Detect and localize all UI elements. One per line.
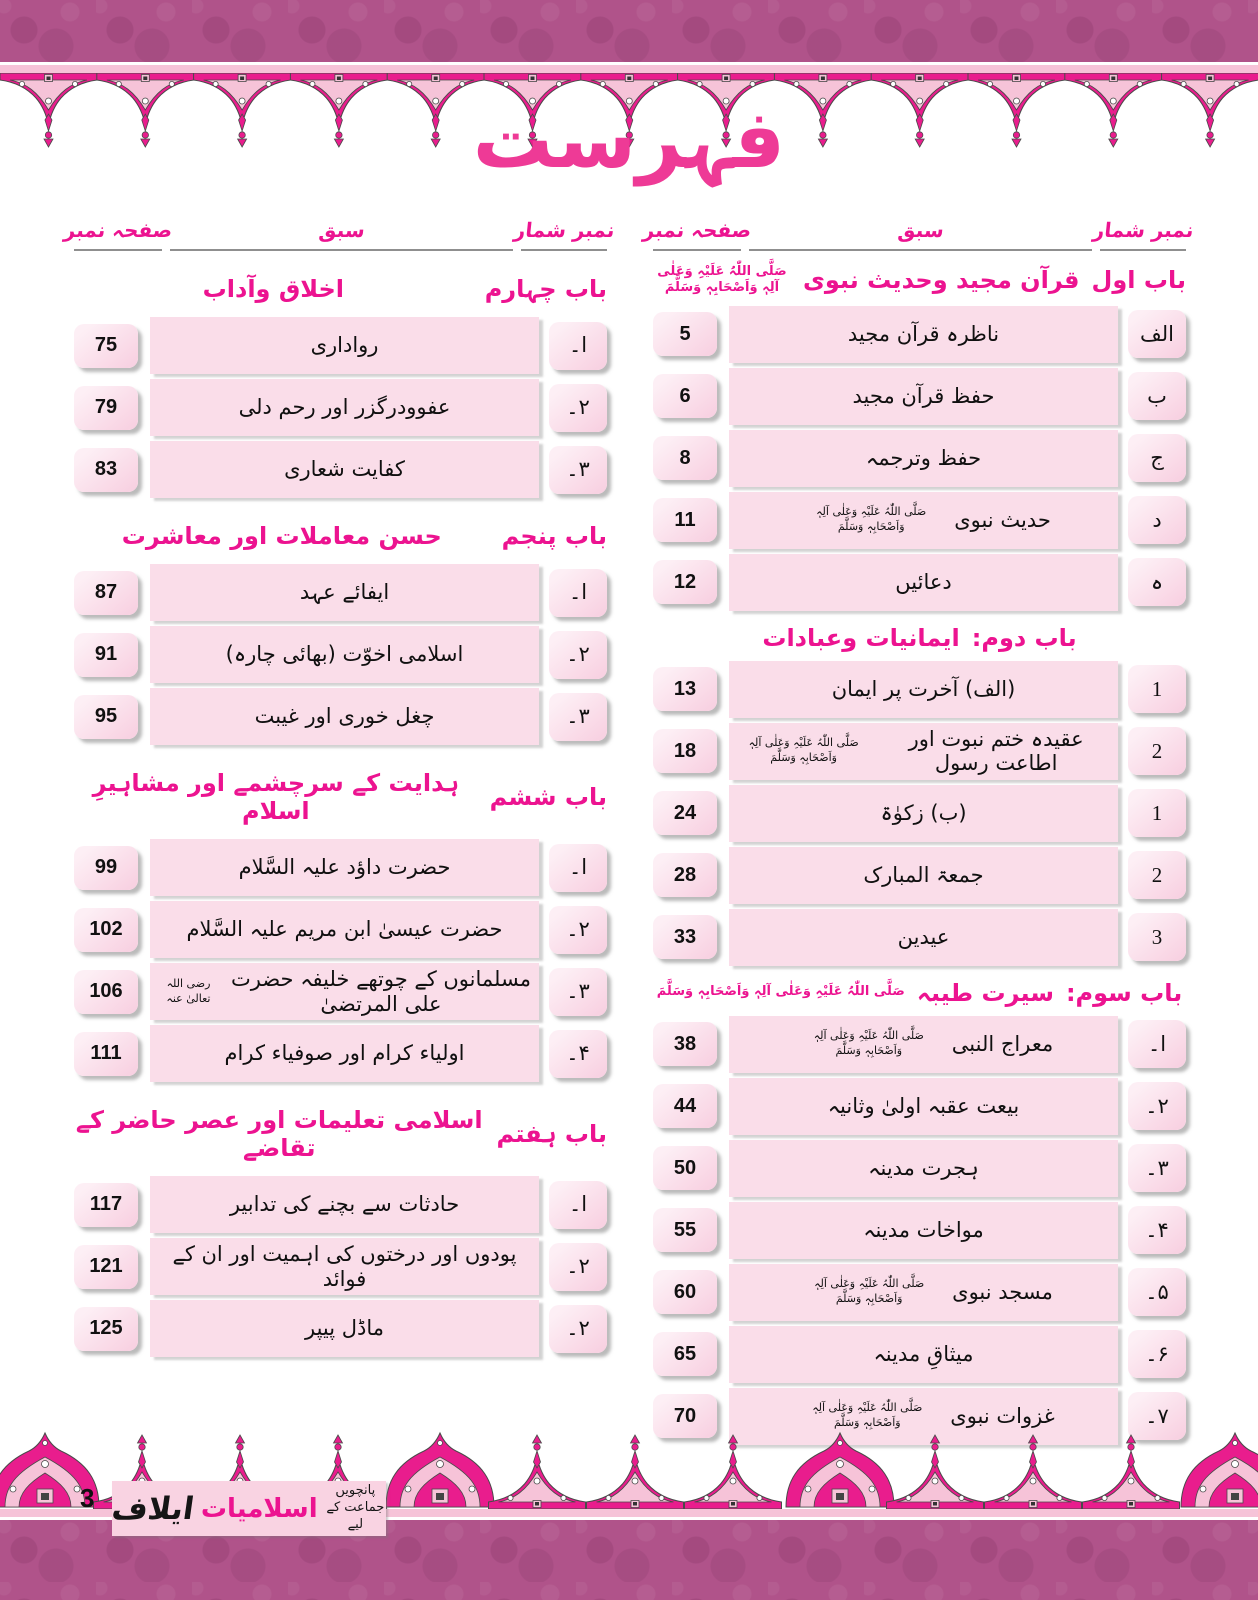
chapter-honorific: صَلَّی اللّٰہُ عَلَیْہِ وَعَلٰی آلِہٖ وَاَصْحَابِہٖ وَسَلَّمَ bbox=[656, 984, 905, 1000]
lesson-title-box bbox=[729, 785, 1118, 842]
page-number-box bbox=[74, 571, 138, 615]
serial-box bbox=[549, 569, 607, 617]
serial-box bbox=[1128, 851, 1186, 899]
header-underline bbox=[749, 249, 1092, 251]
page-number-box bbox=[653, 915, 717, 959]
toc-row bbox=[653, 1326, 1186, 1383]
chapter-number: باب پنجم bbox=[501, 522, 607, 550]
toc-rows bbox=[74, 317, 607, 498]
page-number: 87 bbox=[94, 581, 118, 603]
page-number-box bbox=[653, 1208, 717, 1252]
lesson-honorific: صَلَّی اللّٰہُ عَلَیْہِ وَعَلٰی آلِہٖ وَاَصْحَابِہٖ وَسَلَّمَ bbox=[812, 1401, 923, 1429]
serial-header: نمبر شمار bbox=[512, 218, 616, 242]
lesson-title: معراج النبی bbox=[951, 1031, 1054, 1056]
serial-label: ہ bbox=[1150, 569, 1164, 594]
serial-header: نمبر شمار bbox=[1091, 218, 1195, 242]
lesson-title-box bbox=[729, 909, 1118, 966]
lesson-title-box bbox=[729, 1078, 1118, 1135]
toc-row bbox=[74, 688, 607, 745]
lesson-title-box bbox=[150, 901, 539, 958]
lesson-title: عفوودرگزر اور رحم دلی bbox=[238, 395, 451, 420]
toc-row bbox=[653, 1140, 1186, 1197]
lesson-header: سبق bbox=[896, 218, 945, 242]
toc-row bbox=[653, 1016, 1186, 1073]
lesson-honorific: صَلَّی اللّٰہُ عَلَیْہِ وَعَلٰی آلِہٖ وَاَصْحَابِہٖ وَسَلَّمَ bbox=[816, 505, 927, 533]
page-number: 24 bbox=[673, 801, 697, 824]
page-title: فہرست bbox=[472, 93, 786, 186]
toc-row bbox=[74, 1300, 607, 1357]
lesson-title: پودوں اور درختوں کی اہمیت اور ان کے فوائد bbox=[172, 1242, 517, 1291]
page-number-box bbox=[74, 1032, 138, 1076]
serial-label: ا۔ bbox=[568, 1192, 588, 1216]
page-number-box bbox=[653, 312, 717, 356]
page-number: 65 bbox=[673, 1342, 697, 1365]
page-number: 6 bbox=[679, 384, 691, 407]
serial-box bbox=[1128, 1020, 1186, 1068]
lesson-title-box bbox=[150, 1238, 539, 1295]
page-number: 117 bbox=[89, 1193, 123, 1215]
serial-box bbox=[1128, 1144, 1186, 1192]
column-header bbox=[62, 218, 616, 251]
toc-rows bbox=[74, 564, 607, 745]
toc-row bbox=[653, 1264, 1186, 1321]
toc-rows bbox=[74, 839, 607, 1082]
page-number: 79 bbox=[94, 396, 118, 418]
serial-box bbox=[549, 446, 607, 494]
lesson-title: مواخات مدینہ bbox=[863, 1217, 984, 1242]
serial-label: ۳۔ bbox=[566, 979, 590, 1003]
page-number-box bbox=[74, 908, 138, 952]
toc-row bbox=[74, 1176, 607, 1233]
lesson-title-box bbox=[729, 847, 1118, 904]
serial-label: ۲۔ bbox=[566, 395, 590, 419]
page-number-box bbox=[74, 633, 138, 677]
chapter-section-4 bbox=[74, 275, 607, 498]
chapter-heading bbox=[653, 264, 1186, 297]
lesson-title-box bbox=[729, 554, 1118, 611]
page-number: 44 bbox=[673, 1094, 697, 1117]
serial-box bbox=[1128, 727, 1186, 775]
lesson-title: حضرت عیسیٰ ابن مریم علیہ السَّلام bbox=[186, 917, 503, 942]
chapter-heading bbox=[653, 624, 1186, 652]
lesson-title: حادثات سے بچنے کی تدابیر bbox=[229, 1192, 460, 1217]
serial-box bbox=[1128, 1206, 1186, 1254]
lesson-title: جمعۃ المبارک bbox=[863, 862, 984, 887]
serial-label: ۳۔ bbox=[566, 457, 590, 481]
toc-rows bbox=[653, 1016, 1186, 1445]
toc-column-left bbox=[62, 218, 616, 1450]
serial-label: ۴۔ bbox=[1145, 1217, 1169, 1242]
page-number-box bbox=[653, 1270, 717, 1314]
header-underline bbox=[170, 249, 513, 251]
chapter-title: ایمانیات وعبادات bbox=[762, 623, 960, 652]
serial-label: ا۔ bbox=[1147, 1031, 1167, 1056]
serial-label: ۵۔ bbox=[1145, 1279, 1169, 1304]
lesson-title-box bbox=[729, 661, 1118, 718]
chapter-heading bbox=[74, 1106, 607, 1162]
serial-box bbox=[1128, 434, 1186, 482]
page-number: 38 bbox=[673, 1032, 697, 1055]
toc-row bbox=[653, 1078, 1186, 1135]
lesson-title-box bbox=[729, 1140, 1118, 1197]
lesson-honorific: صَلَّی اللّٰہُ عَلَیْہِ وَعَلٰی آلِہٖ وَاَصْحَابِہٖ وَسَلَّمَ bbox=[748, 736, 859, 764]
top-pink-strip bbox=[0, 65, 1258, 73]
serial-label: الف bbox=[1140, 321, 1174, 346]
serial-label: ۲۔ bbox=[566, 642, 590, 666]
lesson-title-box bbox=[150, 1300, 539, 1357]
chapter-title: اخلاق وآداب bbox=[202, 275, 345, 303]
lesson-title-box bbox=[150, 626, 539, 683]
lesson-title-box bbox=[729, 430, 1118, 487]
page-number-box bbox=[74, 1183, 138, 1227]
chapter-section-2 bbox=[653, 624, 1186, 966]
lesson-title-box bbox=[150, 379, 539, 436]
lesson-title: (الف) آخرت پر ایمان bbox=[831, 676, 1016, 701]
chapter-number: باب دوم: bbox=[971, 623, 1077, 652]
page-number-box bbox=[74, 970, 138, 1014]
serial-label: 1 bbox=[1151, 800, 1163, 825]
lesson-title: ماڈل پیپر bbox=[304, 1316, 385, 1341]
chapter-honorific: صَلَّی اللّٰہُ عَلَیْہِ وَعَلٰی آلِہٖ وَاَصْحَابِہٖ وَسَلَّمَ bbox=[657, 264, 787, 296]
serial-box bbox=[1128, 913, 1186, 961]
chapter-section-1 bbox=[653, 264, 1186, 611]
top-damask-band bbox=[0, 0, 1258, 65]
toc-row bbox=[74, 441, 607, 498]
serial-label: ۴۔ bbox=[566, 1041, 590, 1065]
lesson-title: عیدین bbox=[897, 924, 950, 949]
serial-label: ب bbox=[1147, 383, 1167, 408]
chapter-heading bbox=[74, 769, 607, 825]
chapter-section-6 bbox=[74, 769, 607, 1082]
lesson-title: (ب) زکوٰۃ bbox=[880, 800, 967, 825]
toc-row bbox=[653, 723, 1186, 780]
serial-label: ۳۔ bbox=[1145, 1155, 1169, 1180]
chapter-number: باب اول bbox=[1091, 266, 1186, 295]
page-number: 11 bbox=[674, 508, 696, 531]
page-number: 99 bbox=[94, 856, 118, 878]
toc-row bbox=[653, 661, 1186, 718]
serial-label: ۲۔ bbox=[566, 1254, 590, 1278]
lesson-title: حفظ وترجمہ bbox=[865, 445, 982, 470]
brand-series: اسلامیات bbox=[200, 1493, 318, 1524]
lesson-title: حضرت داؤد علیہ السَّلام bbox=[238, 855, 451, 880]
serial-box bbox=[549, 906, 607, 954]
lesson-title: کفایت شعاری bbox=[284, 457, 405, 482]
header-underline bbox=[653, 249, 741, 251]
toc-rows bbox=[653, 306, 1186, 611]
page-number-box bbox=[653, 1332, 717, 1376]
lesson-title-box bbox=[729, 1202, 1118, 1259]
page-header: صفحہ نمبر bbox=[641, 218, 753, 242]
page-number: 13 bbox=[673, 677, 697, 700]
serial-label: 2 bbox=[1151, 862, 1163, 887]
page-number-box bbox=[653, 729, 717, 773]
lesson-title-box bbox=[729, 723, 1118, 780]
page-number: 60 bbox=[673, 1280, 697, 1303]
lesson-title: مسجد نبوی bbox=[952, 1279, 1053, 1304]
lesson-title: دعائیں bbox=[895, 569, 952, 594]
toc-row bbox=[74, 379, 607, 436]
lesson-title: اولیاء کرام اور صوفیاء کرام bbox=[224, 1041, 465, 1066]
serial-box bbox=[1128, 789, 1186, 837]
toc-row bbox=[653, 430, 1186, 487]
page-number-box bbox=[74, 448, 138, 492]
lesson-title-box bbox=[150, 441, 539, 498]
page-number-box bbox=[74, 386, 138, 430]
serial-label: 2 bbox=[1151, 738, 1163, 763]
serial-label: ۲۔ bbox=[566, 1316, 590, 1340]
page-number: 102 bbox=[89, 918, 123, 940]
lesson-title: عقیدہ ختم نبوت اور اطاعت رسول bbox=[908, 726, 1084, 775]
lesson-title: غزوات نبوی bbox=[950, 1403, 1055, 1428]
chapter-number: باب ہفتم bbox=[496, 1120, 607, 1148]
serial-label: ج bbox=[1150, 445, 1164, 470]
page-number: 33 bbox=[673, 925, 697, 948]
lesson-title-box bbox=[729, 492, 1118, 549]
serial-box bbox=[1128, 665, 1186, 713]
lesson-title-box bbox=[729, 368, 1118, 425]
lesson-title: حدیث نبوی bbox=[954, 507, 1051, 532]
serial-box bbox=[549, 631, 607, 679]
chapter-section-5 bbox=[74, 522, 607, 745]
serial-label: 3 bbox=[1151, 924, 1163, 949]
page-number-box bbox=[653, 1022, 717, 1066]
toc-row bbox=[653, 785, 1186, 842]
chapter-section-3 bbox=[653, 979, 1186, 1445]
page-number-box bbox=[653, 791, 717, 835]
toc-row bbox=[653, 909, 1186, 966]
page-number-box bbox=[653, 374, 717, 418]
serial-box bbox=[549, 322, 607, 370]
serial-label: ا۔ bbox=[568, 855, 588, 879]
toc-row bbox=[74, 839, 607, 896]
page-number: 83 bbox=[94, 458, 118, 480]
page-number-box bbox=[74, 324, 138, 368]
toc-row bbox=[74, 1025, 607, 1082]
chapter-title: ہدایت کے سرچشمے اور مشاہیرِ اسلام bbox=[92, 769, 460, 825]
lesson-title: رواداری bbox=[310, 333, 379, 358]
toc-columns bbox=[62, 218, 1195, 1450]
lesson-header: سبق bbox=[317, 218, 366, 242]
chapter-heading bbox=[74, 522, 607, 550]
header-underline bbox=[521, 249, 607, 251]
lesson-title: ناظرہ قرآن مجید bbox=[847, 321, 1000, 346]
page-number-box bbox=[653, 667, 717, 711]
serial-label: ا۔ bbox=[568, 580, 588, 604]
page-number: 95 bbox=[94, 705, 118, 727]
chapter-number: باب سوم: bbox=[1065, 978, 1183, 1007]
brand-subtitle: پانچویں جماعت کے لیے bbox=[326, 1483, 385, 1532]
serial-box bbox=[1128, 310, 1186, 358]
lesson-title-box bbox=[150, 1025, 539, 1082]
page-number-box bbox=[74, 846, 138, 890]
serial-box bbox=[549, 1030, 607, 1078]
serial-label: د bbox=[1152, 507, 1162, 532]
page-number: 125 bbox=[89, 1317, 123, 1339]
toc-row bbox=[653, 492, 1186, 549]
toc-rows bbox=[653, 661, 1186, 966]
page-number-box bbox=[74, 1245, 138, 1289]
chapter-title: سیرت طیبہ bbox=[916, 978, 1054, 1007]
toc-row bbox=[653, 306, 1186, 363]
serial-label: ۳۔ bbox=[566, 704, 590, 728]
lesson-title-box bbox=[150, 1176, 539, 1233]
page-number-box bbox=[653, 560, 717, 604]
toc-row bbox=[653, 847, 1186, 904]
lesson-honorific: رضی اللہ تعالیٰ عنہ bbox=[166, 976, 211, 1005]
serial-label: ۷۔ bbox=[1145, 1403, 1169, 1428]
toc-column-right bbox=[641, 218, 1195, 1450]
toc-row bbox=[74, 1238, 607, 1295]
lesson-title-box bbox=[729, 306, 1118, 363]
lesson-title: مسلمانوں کے چوتھے خلیفہ حضرت علی المرتضیٰ bbox=[230, 967, 531, 1016]
brand-name: ایلاف bbox=[109, 1490, 197, 1527]
lesson-title: بیعت عقبہ اولیٰ وثانیہ bbox=[827, 1093, 1020, 1118]
chapter-title: قرآن مجید وحدیث نبوی bbox=[802, 266, 1080, 295]
serial-box bbox=[1128, 496, 1186, 544]
chapter-heading bbox=[653, 979, 1186, 1007]
serial-box bbox=[549, 1305, 607, 1353]
lesson-honorific: صَلَّی اللّٰہُ عَلَیْہِ وَعَلٰی آلِہٖ وَاَصْحَابِہٖ وَسَلَّمَ bbox=[813, 1029, 924, 1057]
toc-row bbox=[74, 317, 607, 374]
lesson-title-box bbox=[150, 963, 539, 1020]
page-number-footer: 3 bbox=[80, 1483, 95, 1513]
serial-label: ۶۔ bbox=[1145, 1341, 1169, 1366]
lesson-title-box bbox=[150, 564, 539, 621]
lesson-title-box bbox=[150, 839, 539, 896]
page-number-box bbox=[74, 695, 138, 739]
page-number: 12 bbox=[673, 570, 697, 593]
serial-box bbox=[1128, 1082, 1186, 1130]
chapter-title: اسلامی تعلیمات اور عصر حاضر کے تقاضے bbox=[75, 1106, 483, 1162]
toc-rows bbox=[74, 1176, 607, 1357]
page-number: 121 bbox=[89, 1255, 123, 1277]
page-number: 91 bbox=[94, 643, 118, 665]
page-number-box bbox=[653, 853, 717, 897]
lesson-honorific: صَلَّی اللّٰہُ عَلَیْہِ وَعَلٰی آلِہٖ وَاَصْحَابِہٖ وَسَلَّمَ bbox=[814, 1277, 925, 1305]
serial-box bbox=[549, 384, 607, 432]
lesson-title: اسلامی اخوّت (بھائی چارہ) bbox=[225, 642, 464, 667]
toc-row bbox=[653, 368, 1186, 425]
page-number-box bbox=[653, 436, 717, 480]
toc-row bbox=[74, 901, 607, 958]
page-number-box bbox=[653, 498, 717, 542]
lesson-title-box bbox=[150, 317, 539, 374]
serial-label: 1 bbox=[1151, 676, 1163, 701]
page-number-box bbox=[653, 1084, 717, 1128]
toc-row bbox=[74, 963, 607, 1020]
serial-box bbox=[1128, 1330, 1186, 1378]
page-number: 106 bbox=[89, 980, 123, 1002]
page-number-box bbox=[74, 1307, 138, 1351]
page-number: 18 bbox=[673, 739, 697, 762]
page-number: 111 bbox=[90, 1042, 122, 1064]
serial-box bbox=[549, 693, 607, 741]
page-number: 5 bbox=[679, 322, 691, 345]
lesson-title: ایفائے عہد bbox=[299, 580, 390, 605]
chapter-heading bbox=[74, 275, 607, 303]
serial-box bbox=[549, 844, 607, 892]
toc-row bbox=[74, 564, 607, 621]
serial-label: ا۔ bbox=[568, 333, 588, 357]
brand-strip bbox=[109, 1481, 386, 1536]
lesson-title: میثاقِ مدینہ bbox=[873, 1341, 974, 1366]
column-header bbox=[641, 218, 1195, 251]
lesson-title-box bbox=[729, 1264, 1118, 1321]
page-number: 70 bbox=[673, 1404, 697, 1427]
serial-label: ۲۔ bbox=[566, 917, 590, 941]
page-number: 75 bbox=[94, 334, 118, 356]
lesson-title: چغل خوری اور غیبت bbox=[254, 704, 435, 729]
toc-row bbox=[653, 1202, 1186, 1259]
lesson-title-box bbox=[729, 1016, 1118, 1073]
serial-box bbox=[1128, 372, 1186, 420]
toc-row bbox=[74, 626, 607, 683]
page-number: 28 bbox=[673, 863, 697, 886]
page-number-box bbox=[653, 1146, 717, 1190]
serial-box bbox=[549, 1243, 607, 1291]
serial-box bbox=[549, 968, 607, 1016]
serial-label: ۲۔ bbox=[1145, 1093, 1169, 1118]
lesson-title: حفظ قرآن مجید bbox=[852, 383, 995, 408]
chapter-title: حسن معاملات اور معاشرت bbox=[121, 522, 442, 550]
serial-box bbox=[1128, 1268, 1186, 1316]
toc-row bbox=[653, 554, 1186, 611]
lesson-title: ہجرت مدینہ bbox=[868, 1155, 979, 1180]
serial-box bbox=[1128, 558, 1186, 606]
page-header: صفحہ نمبر bbox=[62, 218, 174, 242]
header-underline bbox=[1100, 249, 1186, 251]
chapter-section-7 bbox=[74, 1106, 607, 1357]
page-number: 55 bbox=[673, 1218, 697, 1241]
lesson-title-box bbox=[150, 688, 539, 745]
header-underline bbox=[74, 249, 162, 251]
chapter-number: باب ششم bbox=[489, 783, 607, 811]
chapter-number: باب چہارم bbox=[484, 275, 607, 303]
serial-box bbox=[549, 1181, 607, 1229]
lesson-title-box bbox=[729, 1326, 1118, 1383]
page-number: 50 bbox=[673, 1156, 697, 1179]
page-number: 8 bbox=[679, 446, 691, 469]
